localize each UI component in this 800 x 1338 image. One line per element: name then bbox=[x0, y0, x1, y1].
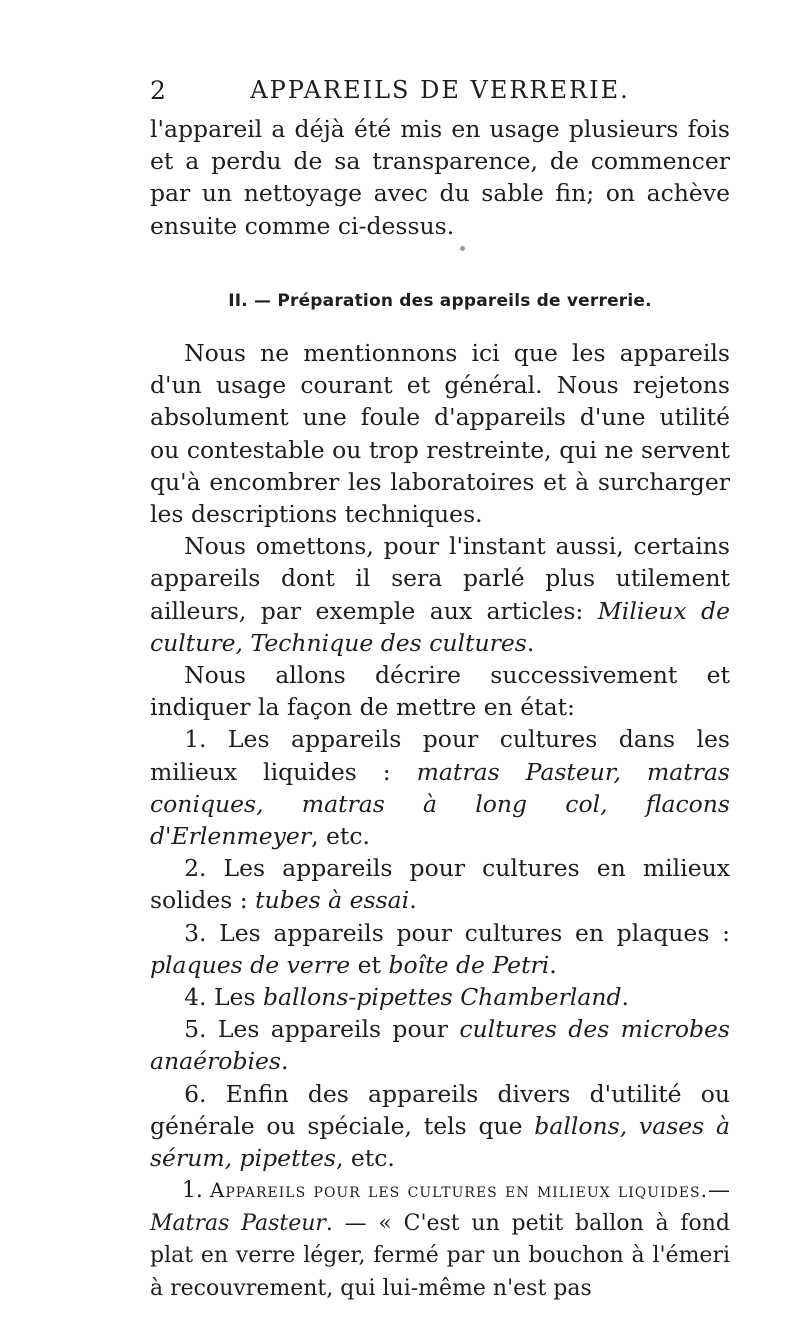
paragraph-text: Nous omettons, pour l'instant aussi, certains appareils dont il sera parlé plus utilement ailleurs, par exemple aux articles: bbox=[150, 532, 730, 625]
body-text bbox=[150, 113, 730, 1305]
paragraph: Nous ne mentionnons ici que les appareils d'un usage courant et général. Nous rejetons absolument une foule d'appareils d'une utilité ou contestable ou trop restreinte, qui ne servent qu'à encombrer les laboratoires et à surcharger les descriptions techniques. bbox=[150, 339, 730, 529]
intro-paragraph: l'appareil a déjà été mis en usage plusieurs fois et a perdu de sa transparence, de commencer par un nettoyage avec du sable fin; on achève ensuite comme ci-dessus. bbox=[150, 115, 730, 240]
subsection-text: . — « C'est un petit ballon à fond plat en verre léger, fermé par un bouchon à l'émeri à recouvrement, qui lui-même n'est pas bbox=[150, 1210, 730, 1301]
list-item-text: 6. Enfin des appareils divers d'utilité ou générale ou spéciale, tels que bbox=[150, 1079, 730, 1140]
list-item bbox=[150, 723, 730, 852]
list-item-italic: matras Pasteur, matras coniques, matras à long col, flacons d'Erlenmeyer bbox=[150, 757, 730, 851]
list-item bbox=[150, 1078, 730, 1175]
list-item-italic: tubes à essai bbox=[255, 886, 410, 915]
subsection-subtitle: Matras Pasteur bbox=[150, 1210, 326, 1236]
list-item-text: 2. Les appareils pour cultures en milieux solides : bbox=[150, 854, 730, 915]
subsection-title: Appareils pour les cultures en milieux liquides. bbox=[209, 1178, 709, 1203]
list-item bbox=[150, 981, 730, 1013]
running-title: APPAREILS DE VERRERIE. bbox=[250, 76, 630, 104]
section-title: II. — Préparation des appareils de verrerie. bbox=[228, 290, 652, 311]
paragraph: Nous allons décrire successivement et indiquer la façon de mettre en état: bbox=[150, 661, 730, 722]
list-item bbox=[150, 1013, 730, 1077]
list-item bbox=[150, 917, 730, 981]
list-item-text: 5. Les appareils pour bbox=[184, 1015, 460, 1044]
paragraph bbox=[150, 530, 730, 659]
page-header bbox=[150, 76, 730, 106]
list-item-text: , etc. bbox=[335, 1144, 395, 1173]
list-item-text: et bbox=[350, 950, 389, 979]
list-item-text: 4. Les bbox=[184, 983, 263, 1012]
list-item-text: 1. Les appareils pour cultures dans les milieux liquides : bbox=[150, 725, 730, 786]
paragraph-text: . bbox=[526, 628, 535, 657]
list-item-italic: plaques de verre bbox=[150, 950, 351, 979]
subsection-number: 1. bbox=[181, 1178, 210, 1204]
ink-speck bbox=[460, 246, 465, 251]
list-item-italic: cultures des microbes anaérobies bbox=[150, 1015, 730, 1076]
subsection-paragraph bbox=[150, 1174, 730, 1305]
list-item-italic: boîte de Petri bbox=[388, 950, 550, 979]
list-item-text: . bbox=[549, 950, 557, 979]
list-item-italic: ballons, vases à sérum, pipettes bbox=[150, 1111, 730, 1173]
paragraph-italic: Milieux de culture, Technique des cultures bbox=[150, 596, 731, 657]
list-item-text: . bbox=[409, 886, 417, 915]
subsection-dash: — bbox=[708, 1178, 731, 1204]
list-item-text: . bbox=[621, 983, 629, 1012]
page-number: 2 bbox=[150, 76, 167, 105]
list-item-italic: ballons-pipettes Chamberland bbox=[263, 983, 622, 1012]
list-item-text: , etc. bbox=[311, 822, 370, 851]
list-item-text: . bbox=[280, 1047, 289, 1076]
list-item-text: 3. Les appareils pour cultures en plaques : bbox=[184, 918, 730, 947]
list-item bbox=[150, 852, 730, 916]
